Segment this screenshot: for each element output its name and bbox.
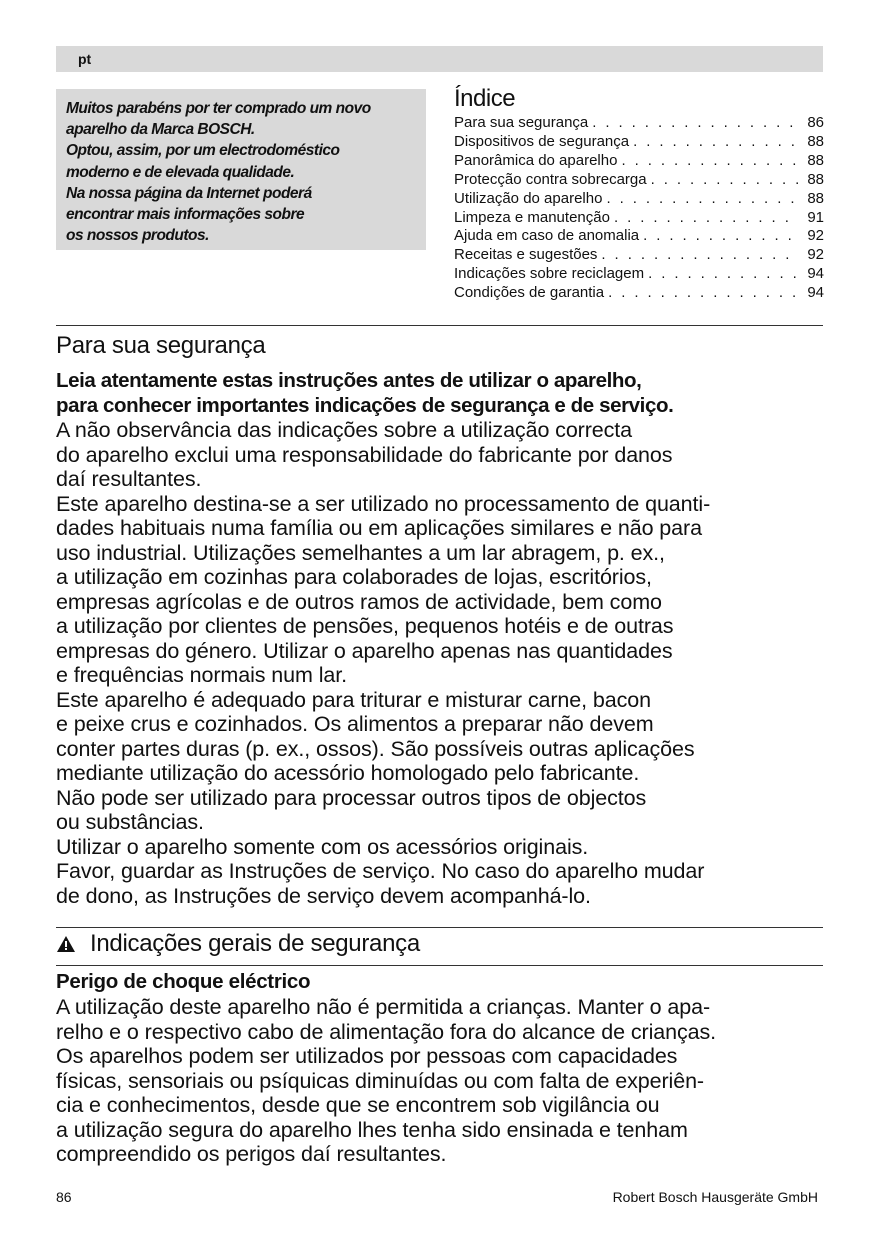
toc-leader: [651, 171, 798, 190]
section-divider: [56, 927, 823, 928]
toc-item[interactable]: [454, 152, 824, 171]
promo-line: encontrar mais informações sobre: [66, 206, 305, 224]
promo-line: Optou, assim, por um electrodoméstico: [66, 142, 340, 160]
section-divider: [56, 325, 823, 326]
toc-item[interactable]: [454, 227, 824, 246]
promo-line: Muitos parabéns por ter comprado um novo: [66, 100, 371, 117]
language-tag: pt: [78, 51, 92, 67]
toc-item-page: 91: [807, 208, 824, 226]
body-line: Não pode ser utilizado para processar outros tipos de objectos: [56, 785, 647, 810]
congratulations-box: [56, 89, 426, 250]
toc-leader: [648, 265, 798, 284]
body-line: relho e o respectivo cabo de alimentação fora do alcance de crianças.: [56, 1019, 716, 1044]
body-line: conter partes duras (p. ex., ossos). São possíveis outras aplicações: [56, 736, 695, 761]
promo-line: Na nossa página da Internet poderá: [66, 184, 312, 202]
body-line: uso industrial. Utilizações semelhantes a um lar abragem, p. ex.,: [56, 540, 665, 565]
toc-item-label: Protecção contra sobrecarga: [454, 170, 647, 188]
toc-leader: [614, 209, 798, 228]
general-safety-header: [56, 930, 420, 958]
toc-item-label: Condições de garantia: [454, 284, 605, 302]
toc-item[interactable]: [454, 246, 824, 265]
body-line: de dono, as Instruções de serviço devem acompanhá-lo.: [56, 883, 591, 908]
toc-list: [454, 114, 824, 303]
toc-item[interactable]: [454, 133, 824, 152]
toc-item[interactable]: [454, 114, 824, 133]
toc-item-label: Receitas e sugestões: [454, 246, 598, 264]
toc-item[interactable]: [454, 171, 824, 190]
promo-line: aparelho da Marca BOSCH.: [66, 121, 255, 139]
lead-line: para conhecer importantes indicações de segurança e de serviço.: [56, 393, 674, 417]
electric-shock-subtitle: Perigo de choque eléctrico: [56, 970, 311, 993]
body-line: a utilização por clientes de pensões, pequenos hotéis e de outras: [56, 614, 674, 638]
toc-item-label: Panorâmica do aparelho: [454, 151, 618, 169]
toc-leader: [621, 152, 798, 171]
toc-item[interactable]: [454, 284, 824, 303]
toc-leader: [606, 190, 798, 209]
toc-item-label: Utilização do aparelho: [454, 189, 603, 207]
body-line: dades habituais numa família ou em aplicações similares e não para: [56, 516, 702, 540]
toc-item-page: 88: [807, 189, 824, 207]
toc-item-page: 92: [807, 246, 824, 264]
toc-item-page: 86: [807, 114, 824, 131]
toc-item-page: 92: [807, 227, 824, 245]
safety-lead-text: [56, 369, 826, 418]
body-line: A utilização deste aparelho não é permitida a crianças. Manter o apa-: [56, 995, 711, 1019]
safety-body-text: [56, 418, 831, 908]
general-safety-title: Indicações gerais de segurança: [90, 930, 420, 957]
body-line: empresas do género. Utilizar o aparelho apenas nas quantidades: [56, 638, 673, 663]
toc-item-label: Para sua segurança: [454, 114, 589, 131]
footer-company: Robert Bosch Hausgeräte GmbH: [612, 1189, 818, 1205]
body-line: mediante utilização do acessório homologado pelo fabricante.: [56, 761, 640, 785]
body-line: Favor, guardar as Instruções de serviço. No caso do aparelho mudar: [56, 859, 705, 883]
warning-triangle-icon: [56, 935, 76, 953]
toc-item-page: 88: [807, 132, 824, 150]
body-line: a utilização em cozinhas para colaborades de lojas, escritórios,: [56, 565, 652, 589]
section-divider: [56, 965, 823, 966]
toc-item-label: Dispositivos de segurança: [454, 132, 630, 150]
table-of-contents: [454, 84, 824, 303]
toc-item[interactable]: [454, 265, 824, 284]
safety-section-title: Para sua segurança: [56, 332, 266, 359]
body-line: A não observância das indicações sobre a utilização correcta: [56, 418, 633, 442]
body-line: Este aparelho é adequado para triturar e misturar carne, bacon: [56, 687, 651, 712]
toc-leader: [633, 133, 798, 152]
language-bar: [56, 46, 823, 72]
promo-line: moderno e de elevada qualidade.: [66, 163, 295, 181]
body-line: a utilização segura do aparelho lhes tenha sido ensinada e tenham: [56, 1117, 688, 1142]
body-line: ou substâncias.: [56, 810, 204, 834]
body-line: do aparelho exclui uma responsabilidade do fabricante por danos: [56, 442, 673, 467]
body-line: Este aparelho destina-se a ser utilizado no processamento de quanti-: [56, 491, 711, 516]
body-line: Os aparelhos podem ser utilizados por pessoas com capacidades: [56, 1044, 678, 1068]
lead-line: Leia atentamente estas instruções antes de utilizar o aparelho,: [56, 369, 642, 392]
general-safety-body: [56, 995, 831, 1167]
body-line: físicas, sensoriais ou psíquicas diminuídas ou com falta de experiên-: [56, 1068, 704, 1093]
body-line: compreendido os perigos daí resultantes.: [56, 1142, 447, 1166]
body-line: empresas agrícolas e de outros ramos de actividade, bem como: [56, 589, 662, 614]
toc-item-label: Limpeza e manutenção: [454, 208, 610, 226]
toc-leader: [592, 114, 798, 133]
toc-leader: [601, 246, 798, 265]
toc-item[interactable]: [454, 190, 824, 209]
toc-item-label: Indicações sobre reciclagem: [454, 265, 645, 283]
body-line: e peixe crus e cozinhados. Os alimentos a preparar não devem: [56, 712, 654, 736]
toc-item-page: 94: [807, 265, 824, 283]
body-line: daí resultantes.: [56, 467, 202, 491]
promo-line: os nossos produtos.: [66, 227, 209, 245]
toc-item[interactable]: [454, 209, 824, 228]
toc-item-page: 94: [807, 284, 824, 302]
page-number: 86: [56, 1189, 72, 1205]
body-line: cia e conhecimentos, desde que se encontrem sob vigilância ou: [56, 1093, 660, 1117]
toc-title: Índice: [454, 85, 516, 112]
toc-item-page: 88: [807, 151, 824, 169]
toc-leader: [608, 284, 798, 303]
body-line: Utilizar o aparelho somente com os acessórios originais.: [56, 834, 589, 859]
toc-item-page: 88: [807, 170, 824, 188]
toc-leader: [643, 227, 798, 246]
toc-item-label: Ajuda em caso de anomalia: [454, 227, 640, 245]
body-line: e frequências normais num lar.: [56, 663, 347, 687]
